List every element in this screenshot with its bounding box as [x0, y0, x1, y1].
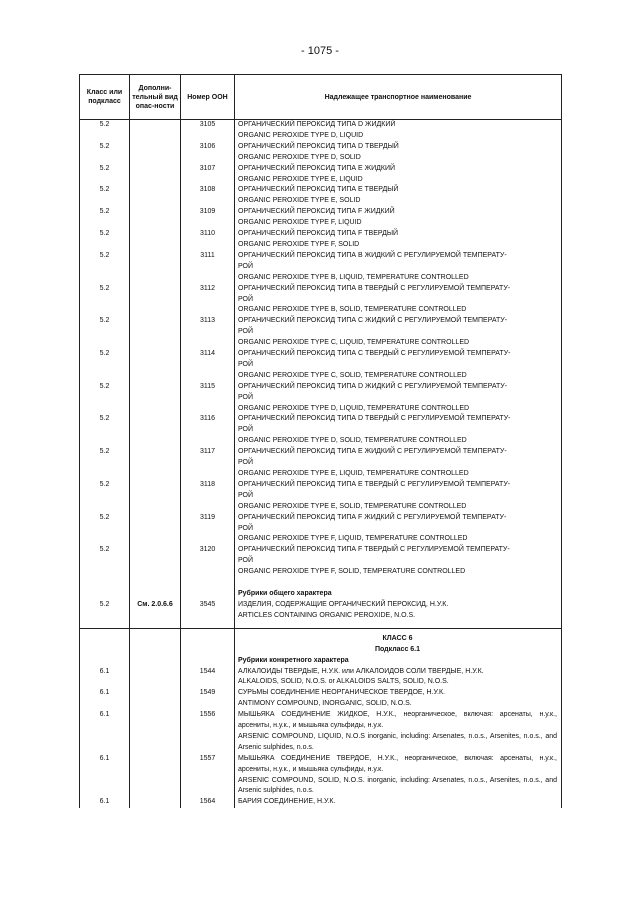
class-cell: [80, 600, 130, 628]
class-cell: [80, 797, 130, 808]
shipping-name-cell: [235, 229, 562, 251]
un-number-cell: [181, 667, 235, 689]
un-number-cell: [181, 349, 235, 382]
name-line: ORGANIC PEROXIDE TYPE D, LIQUID: [238, 131, 364, 139]
table-row: [80, 754, 562, 798]
subsidiary-risk-cell: [130, 229, 181, 251]
subclass-title: Подкласс 6.1: [374, 645, 421, 653]
subsidiary-risk-cell: [130, 316, 181, 349]
name-line: ОРГАНИЧЕСКИЙ ПЕРОКСИД ТИПА F ЖИДКИЙ С РЕГУЛИРУЕМОЙ ТЕМПЕРАТУ-: [238, 513, 507, 521]
class-value: 5.2: [99, 142, 110, 150]
table-row: [80, 414, 562, 447]
shipping-name-cell: [235, 349, 562, 382]
un-number-value: 3107: [199, 164, 216, 172]
shipping-name-cell: [235, 545, 562, 578]
subsidiary-risk-cell: [130, 667, 181, 689]
subsidiary-risk-cell: [130, 251, 181, 284]
table-row: [80, 688, 562, 710]
name-line: ОРГАНИЧЕСКИЙ ПЕРОКСИД ТИПА B ТВЕРДЫЙ С РЕГУЛИРУЕМОЙ ТЕМПЕРАТУ-: [238, 284, 511, 292]
name-line: ИЗДЕЛИЯ, СОДЕРЖАЩИЕ ОРГАНИЧЕСКИЙ ПЕРОКСИД, Н.У.К.: [238, 600, 449, 608]
un-number-cell: [181, 414, 235, 447]
un-number-cell: [181, 316, 235, 349]
un-number-cell: [181, 480, 235, 513]
name-line: ОРГАНИЧЕСКИЙ ПЕРОКСИД ТИПА D ЖИДКИЙ: [238, 121, 396, 128]
un-number-value: 3545: [199, 600, 216, 608]
header-shipping-name: Надлежащее транспортное наименование: [235, 75, 562, 120]
table-row: [80, 513, 562, 546]
class-value: 5.2: [99, 513, 110, 521]
class-value: 5.2: [99, 382, 110, 390]
table-row: [80, 797, 562, 808]
un-number-value: 3111: [200, 251, 215, 259]
un-number-value: 3110: [199, 230, 216, 238]
subsidiary-risk-cell: [130, 164, 181, 186]
un-number-value: 3118: [199, 480, 216, 488]
table-row: [80, 251, 562, 284]
name-line: ORGANIC PEROXIDE TYPE B, SOLID, TEMPERATURE CONTROLLED: [238, 306, 467, 314]
shipping-name-cell: [235, 754, 562, 798]
table-row: [80, 382, 562, 415]
table-row: [80, 447, 562, 480]
class-cell: [80, 513, 130, 546]
class-cell: [80, 185, 130, 207]
name-line: ОРГАНИЧЕСКИЙ ПЕРОКСИД ТИПА D ЖИДКИЙ С РЕГУЛИРУЕМОЙ ТЕМПЕРАТУ-: [238, 382, 508, 390]
un-number-value: 3106: [199, 142, 216, 150]
class-value: 6.1: [99, 711, 110, 719]
name-line: ORGANIC PEROXIDE TYPE F, LIQUID: [238, 219, 362, 227]
un-number-value: 1549: [199, 689, 216, 697]
name-paragraph: МЫШЬЯКА СОЕДИНЕНИЕ ЖИДКОЕ, Н.У.К., неорганическое, включая: арсенаты, н.у.к., арсениты, н.у.к., и мышьяка сульфиды, н.у.к.: [238, 711, 557, 730]
subsidiary-risk-cell: [130, 207, 181, 229]
page-number: - 1075 -: [301, 45, 339, 57]
class-cell: [80, 349, 130, 382]
un-number-cell: [181, 185, 235, 207]
subsidiary-risk-cell: [130, 349, 181, 382]
name-line: ORGANIC PEROXIDE TYPE F, SOLID: [238, 240, 360, 248]
un-number-cell: [181, 382, 235, 415]
name-line: ОРГАНИЧЕСКИЙ ПЕРОКСИД ТИПА F ТВЕРДЫЙ С РЕГУЛИРУЕМОЙ ТЕМПЕРАТУ-: [238, 546, 510, 554]
class-cell: [80, 120, 130, 142]
table-row: [80, 710, 562, 754]
table-row: [80, 667, 562, 689]
shipping-name-cell: [235, 120, 562, 142]
generic-heading: Рубрики общего характера: [238, 590, 332, 598]
shipping-name-cell: [235, 164, 562, 186]
shipping-name-cell: [235, 316, 562, 349]
class-value: 6.1: [99, 667, 110, 675]
un-number-cell: [181, 207, 235, 229]
name-line: РОЙ: [238, 524, 253, 532]
un-number-cell: [181, 710, 235, 754]
shipping-name-cell: [235, 284, 562, 317]
subsidiary-value: См. 2.0.6.6: [137, 600, 173, 608]
name-line: ОРГАНИЧЕСКИЙ ПЕРОКСИД ТИПА E ТВЕРДЫЙ: [238, 186, 399, 194]
name-line: РОЙ: [238, 393, 253, 401]
un-number-cell: [181, 251, 235, 284]
class-value: 5.2: [99, 121, 110, 128]
table-row: [80, 185, 562, 207]
table-row: [80, 120, 562, 142]
name-line: РОЙ: [238, 328, 253, 336]
table-row: [80, 316, 562, 349]
class-cell: [80, 754, 130, 798]
empty-cell: [130, 628, 181, 666]
empty-cell: [80, 628, 130, 666]
name-line: ORGANIC PEROXIDE TYPE F, SOLID, TEMPERATURE CONTROLLED: [238, 568, 466, 576]
un-number-cell: [181, 600, 235, 628]
table-row: [80, 142, 562, 164]
class-title: КЛАСС 6: [382, 634, 413, 642]
shipping-name-cell: [235, 710, 562, 754]
shipping-name-cell: [235, 142, 562, 164]
table-row: [80, 480, 562, 513]
class-value: 5.2: [99, 546, 110, 554]
name-line: ORGANIC PEROXIDE TYPE D, SOLID, TEMPERATURE CONTROLLED: [238, 437, 467, 445]
un-number-cell: [181, 447, 235, 480]
table-row: [80, 207, 562, 229]
class-value: 5.2: [99, 186, 110, 194]
un-number-cell: [181, 284, 235, 317]
class-cell: [80, 284, 130, 317]
class-cell: [80, 447, 130, 480]
name-line: ОРГАНИЧЕСКИЙ ПЕРОКСИД ТИПА E ЖИДКИЙ С РЕГУЛИРУЕМОЙ ТЕМПЕРАТУ-: [238, 448, 507, 456]
class-value: 5.2: [99, 251, 110, 259]
shipping-name-cell: [235, 480, 562, 513]
class-cell: [80, 480, 130, 513]
name-line: ORGANIC PEROXIDE TYPE D, SOLID: [238, 153, 361, 161]
shipping-name-cell: [235, 667, 562, 689]
name-line: ОРГАНИЧЕСКИЙ ПЕРОКСИД ТИПА F ЖИДКИЙ: [238, 208, 395, 216]
class-cell: [80, 382, 130, 415]
class-cell: [80, 710, 130, 754]
name-line: ОРГАНИЧЕСКИЙ ПЕРОКСИД ТИПА E ТВЕРДЫЙ С РЕГУЛИРУЕМОЙ ТЕМПЕРАТУ-: [238, 480, 511, 488]
header-un-number: Номер ООН: [181, 75, 235, 120]
un-number-value: 3115: [199, 382, 216, 390]
name-line: ОРГАНИЧЕСКИЙ ПЕРОКСИД ТИПА F ТВЕРДЫЙ: [238, 230, 399, 238]
name-line: ORGANIC PEROXIDE TYPE D, LIQUID, TEMPERATURE CONTROLLED: [238, 404, 470, 412]
name-line: ОРГАНИЧЕСКИЙ ПЕРОКСИД ТИПА E ЖИДКИЙ: [238, 164, 396, 172]
class-value: 5.2: [99, 208, 110, 216]
name-line: ORGANIC PEROXIDE TYPE E, LIQUID, TEMPERATURE CONTROLLED: [238, 470, 469, 477]
class-value: 5.2: [99, 230, 110, 238]
subsidiary-risk-cell: [130, 600, 181, 628]
shipping-name-cell: [235, 447, 562, 480]
table-row: [80, 164, 562, 186]
class6-heading-row: [80, 628, 562, 666]
class-value: 5.2: [99, 480, 110, 488]
class-value: 5.2: [99, 600, 110, 608]
class-value: 5.2: [99, 317, 110, 325]
class-cell: [80, 207, 130, 229]
name-line: ORGANIC PEROXIDE TYPE F, LIQUID, TEMPERATURE CONTROLLED: [238, 535, 468, 543]
name-line: ORGANIC PEROXIDE TYPE E, LIQUID: [238, 175, 363, 183]
un-number-value: 1564: [199, 798, 216, 806]
un-number-value: 3109: [199, 208, 216, 216]
name-line: РОЙ: [238, 557, 253, 565]
un-number-cell: [181, 513, 235, 546]
subsidiary-risk-cell: [130, 414, 181, 447]
name-line: ANTIMONY COMPOUND, INORGANIC, SOLID, N.O.S.: [238, 700, 412, 708]
name-line: ОРГАНИЧЕСКИЙ ПЕРОКСИД ТИПА D ТВЕРДЫЙ С РЕГУЛИРУЕМОЙ ТЕМПЕРАТУ-: [238, 415, 511, 423]
header-class: Класс или подкласс: [80, 75, 130, 120]
shipping-name-cell: [235, 185, 562, 207]
un-number-value: 3108: [199, 186, 216, 194]
name-line: ORGANIC PEROXIDE TYPE C, LIQUID, TEMPERATURE CONTROLLED: [238, 339, 470, 347]
class-cell: [80, 667, 130, 689]
specific-heading: Рубрики конкретного характера: [238, 656, 349, 664]
class-value: 6.1: [99, 754, 110, 762]
class-value: 5.2: [99, 415, 110, 423]
subsidiary-risk-cell: [130, 142, 181, 164]
table-row: [80, 600, 562, 628]
name-line: ОРГАНИЧЕСКИЙ ПЕРОКСИД ТИПА B ЖИДКИЙ С РЕГУЛИРУЕМОЙ ТЕМПЕРАТУ-: [238, 251, 507, 259]
subsidiary-risk-cell: [130, 185, 181, 207]
table-row: [80, 349, 562, 382]
un-number-value: 3116: [199, 415, 216, 423]
class-value: 5.2: [99, 164, 110, 172]
name-line: РОЙ: [238, 426, 253, 434]
name-line: РОЙ: [238, 491, 253, 499]
generic-heading-cell: [235, 578, 562, 600]
class-cell: [80, 414, 130, 447]
empty-cell: [181, 578, 235, 600]
subsidiary-risk-cell: [130, 797, 181, 808]
un-number-cell: [181, 797, 235, 808]
class-value: 6.1: [99, 689, 110, 697]
un-number-value: 3114: [199, 350, 216, 358]
un-number-value: 1544: [199, 667, 216, 675]
subsidiary-risk-cell: [130, 447, 181, 480]
name-line: ORGANIC PEROXIDE TYPE E, SOLID: [238, 197, 361, 205]
name-line: РОЙ: [238, 262, 253, 270]
un-number-cell: [181, 754, 235, 798]
class-cell: [80, 545, 130, 578]
class-value: 6.1: [99, 798, 110, 806]
table-header-row: [80, 75, 562, 120]
class-cell: [80, 688, 130, 710]
dangerous-goods-table: [79, 74, 562, 808]
shipping-name-cell: [235, 600, 562, 628]
class-cell: [80, 229, 130, 251]
subsidiary-risk-cell: [130, 710, 181, 754]
un-number-value: 3120: [199, 546, 216, 554]
subsidiary-risk-cell: [130, 120, 181, 142]
shipping-name-cell: [235, 797, 562, 808]
name-line: ORGANIC PEROXIDE TYPE C, SOLID, TEMPERATURE CONTROLLED: [238, 371, 467, 379]
subsidiary-risk-cell: [130, 754, 181, 798]
un-number-value: 3119: [199, 513, 216, 521]
subsidiary-risk-cell: [130, 513, 181, 546]
name-line: БАРИЯ СОЕДИНЕНИЕ, Н.У.К.: [238, 798, 336, 806]
un-number-cell: [181, 688, 235, 710]
table-row: [80, 229, 562, 251]
name-line: ОРГАНИЧЕСКИЙ ПЕРОКСИД ТИПА C ТВЕРДЫЙ С РЕГУЛИРУЕМОЙ ТЕМПЕРАТУ-: [238, 350, 511, 358]
class-value: 5.2: [99, 448, 110, 456]
empty-cell: [130, 578, 181, 600]
shipping-name-cell: [235, 207, 562, 229]
empty-cell: [80, 578, 130, 600]
class-cell: [80, 142, 130, 164]
un-number-cell: [181, 120, 235, 142]
shipping-name-cell: [235, 513, 562, 546]
name-line: ORGANIC PEROXIDE TYPE B, LIQUID, TEMPERATURE CONTROLLED: [238, 273, 469, 281]
name-paragraph: ARSENIC COMPOUND, SOLID, N.O.S. inorganic, including: Arsenates, n.o.s., Arsenites, n.o.s., and Arsenic sulphides, n.o.s.: [238, 776, 557, 795]
un-number-value: 3113: [199, 317, 216, 325]
subsidiary-risk-cell: [130, 688, 181, 710]
name-line: РОЙ: [238, 295, 253, 303]
shipping-name-cell: [235, 251, 562, 284]
un-number-value: 3112: [199, 284, 216, 292]
un-number-value: 1557: [199, 754, 216, 762]
shipping-name-cell: [235, 688, 562, 710]
shipping-name-cell: [235, 414, 562, 447]
un-number-value: 3117: [199, 448, 216, 456]
name-line: ОРГАНИЧЕСКИЙ ПЕРОКСИД ТИПА D ТВЕРДЫЙ: [238, 142, 399, 150]
name-line: СУРЬМЫ СОЕДИНЕНИЕ НЕОРГАНИЧЕСКОЕ ТВЕРДОЕ, Н.У.К.: [238, 689, 445, 697]
header-subsidiary-risk: Дополни-тельный вид опас-ности: [130, 75, 181, 120]
un-number-value: 3105: [199, 121, 216, 128]
empty-cell: [181, 628, 235, 666]
table-row: [80, 545, 562, 578]
class-cell: [80, 251, 130, 284]
generic-heading-row: [80, 578, 562, 600]
un-number-cell: [181, 164, 235, 186]
name-paragraph: МЫШЬЯКА СОЕДИНЕНИЕ ТВЕРДОЕ, Н.У.К., неорганическое, включая: арсенаты, н.у.к., арсениты, н.у.к., и мышьяка сульфиды, н.у.к.: [238, 754, 557, 773]
name-line: ALKALOIDS, SOLID, N.O.S. or ALKALOIDS SALTS, SOLID, N.O.S.: [238, 678, 449, 686]
name-line: ORGANIC PEROXIDE TYPE E, SOLID, TEMPERATURE CONTROLLED: [238, 502, 467, 510]
un-number-value: 1556: [199, 711, 216, 719]
class-value: 5.2: [99, 284, 110, 292]
subsidiary-risk-cell: [130, 382, 181, 415]
class-cell: [80, 316, 130, 349]
name-line: РОЙ: [238, 459, 253, 467]
class-value: 5.2: [99, 350, 110, 358]
name-line: ARTICLES CONTAINING ORGANIC PEROXIDE, N.O.S.: [238, 611, 416, 619]
table-row: [80, 284, 562, 317]
un-number-cell: [181, 142, 235, 164]
subsidiary-risk-cell: [130, 480, 181, 513]
spacer: [238, 578, 557, 589]
subsidiary-risk-cell: [130, 545, 181, 578]
un-number-cell: [181, 229, 235, 251]
shipping-name-cell: [235, 382, 562, 415]
un-number-cell: [181, 545, 235, 578]
name-line: АЛКАЛОИДЫ ТВЕРДЫЕ, Н.У.К. или АЛКАЛОИДОВ СОЛИ ТВЕРДЫЕ, Н.У.К.: [238, 667, 484, 675]
name-paragraph: ARSENIC COMPOUND, LIQUID, N.O.S inorganic, including: Arsenates, n.o.s., Arsenites, n.o.s., and Arsenic sulphides, n.o.s.: [238, 732, 557, 751]
name-line: РОЙ: [238, 360, 253, 368]
class-cell: [80, 164, 130, 186]
name-line: ОРГАНИЧЕСКИЙ ПЕРОКСИД ТИПА C ЖИДКИЙ С РЕГУЛИРУЕМОЙ ТЕМПЕРАТУ-: [238, 317, 508, 325]
class6-heading-cell: [235, 628, 562, 666]
subsidiary-risk-cell: [130, 284, 181, 317]
